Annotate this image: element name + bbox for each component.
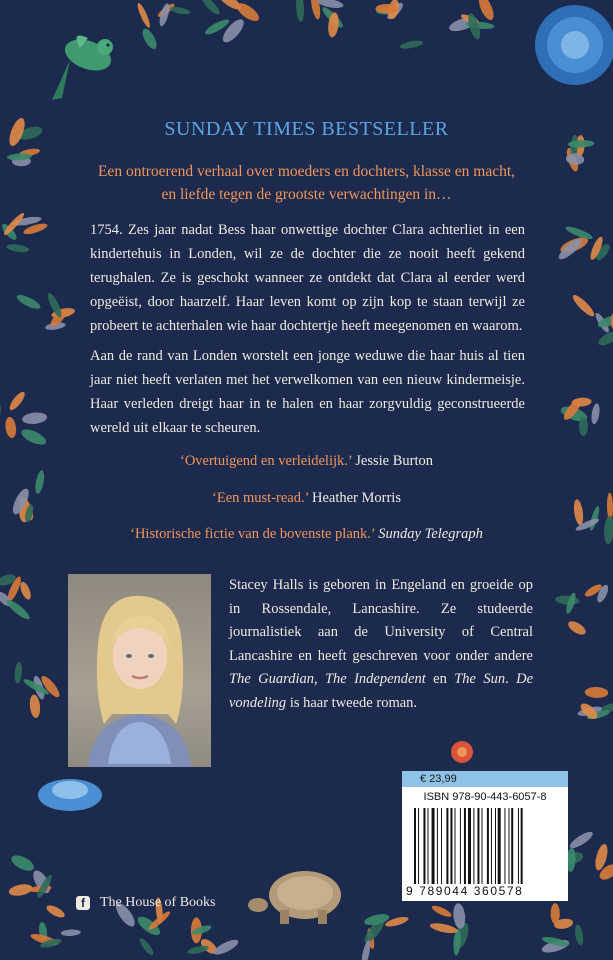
red-flower-illustration	[451, 741, 473, 763]
bio-text: en	[425, 671, 455, 687]
quote-text: ‘Een must-read.’	[212, 490, 309, 506]
headline: SUNDAY TIMES BESTSELLER	[164, 118, 449, 140]
bio-text: is haar tweede roman.	[286, 694, 418, 711]
synopsis-paragraph: Aan de rand van Londen worstelt een jonge weduwe die haar huis al tien jaar niet heeft verlaten met het verwelkomen van een nieuw kindermeisje. Haar verleden dreigt haar in te halen en haar zorgvuldig geconstrueerde wereld uit elkaar te scheuren.	[90, 348, 525, 436]
quote-text: ‘Historische fictie van de bovenste plank.’	[130, 526, 375, 542]
tagline-line: Een ontroerend verhaal over moeders en dochters, klasse en macht,	[97, 163, 516, 180]
review-quote	[0, 526, 613, 543]
author-photo	[68, 574, 211, 767]
quote-source: Jessie Burton	[355, 453, 433, 469]
synopsis-paragraph: 1754. Zes jaar nadat Bess haar onwettige dochter Clara achterliet in een kindertehuis in Londen, wil ze de dochter die ze nooit heeft gekend terughalen. Ze is geschokt wanneer ze ontdekt dat Clara al eerder werd opgeëist, door haarzelf. Haar leven komt op zijn kop te staan terwijl ze probeert te achterhalen wie haar dochtertje heeft meegenomen en waarom.	[90, 222, 525, 334]
author-bio	[229, 574, 533, 715]
quote-source: Sunday Telegraph	[378, 526, 483, 542]
barcode	[414, 808, 556, 884]
quote-source: Heather Morris	[312, 490, 401, 506]
publisher-credit	[76, 894, 216, 912]
isbn-text: ISBN 978-90-443-6057-8	[423, 791, 547, 803]
tagline	[80, 160, 533, 206]
bio-publication: The Guardian	[229, 671, 314, 687]
parrot-illustration	[52, 34, 115, 100]
facebook-icon: f	[76, 896, 90, 910]
review-quote	[0, 490, 613, 507]
bio-publication: The Sun	[454, 671, 506, 687]
blue-flower-illustration	[535, 5, 613, 85]
barcode-number: 9 789044 360578	[406, 884, 524, 898]
bio-book-title: De vondeling	[229, 671, 534, 711]
bio-publication: The Independent	[324, 671, 426, 687]
review-quote	[0, 453, 613, 470]
barcode-label	[402, 771, 568, 901]
bio-text: ,	[313, 671, 325, 687]
quote-text: ‘Overtuigend en verleidelijk.’	[179, 453, 352, 469]
tortoise-illustration	[248, 871, 341, 924]
bio-text: Stacey Halls is geboren in Engeland en groeide op in Rossendale, Lancashire. Ze studeerde journalistiek aan de University of Central Lancashire en heeft geschreven voor onder andere	[229, 577, 533, 664]
blue-flower-illustration	[38, 779, 102, 811]
tagline-line: en liefde tegen de grootste verwachtingen in…	[161, 186, 452, 203]
bio-text: .	[505, 671, 517, 687]
publisher-name: The House of Books	[100, 895, 216, 910]
price-label: € 23,99	[402, 771, 568, 787]
